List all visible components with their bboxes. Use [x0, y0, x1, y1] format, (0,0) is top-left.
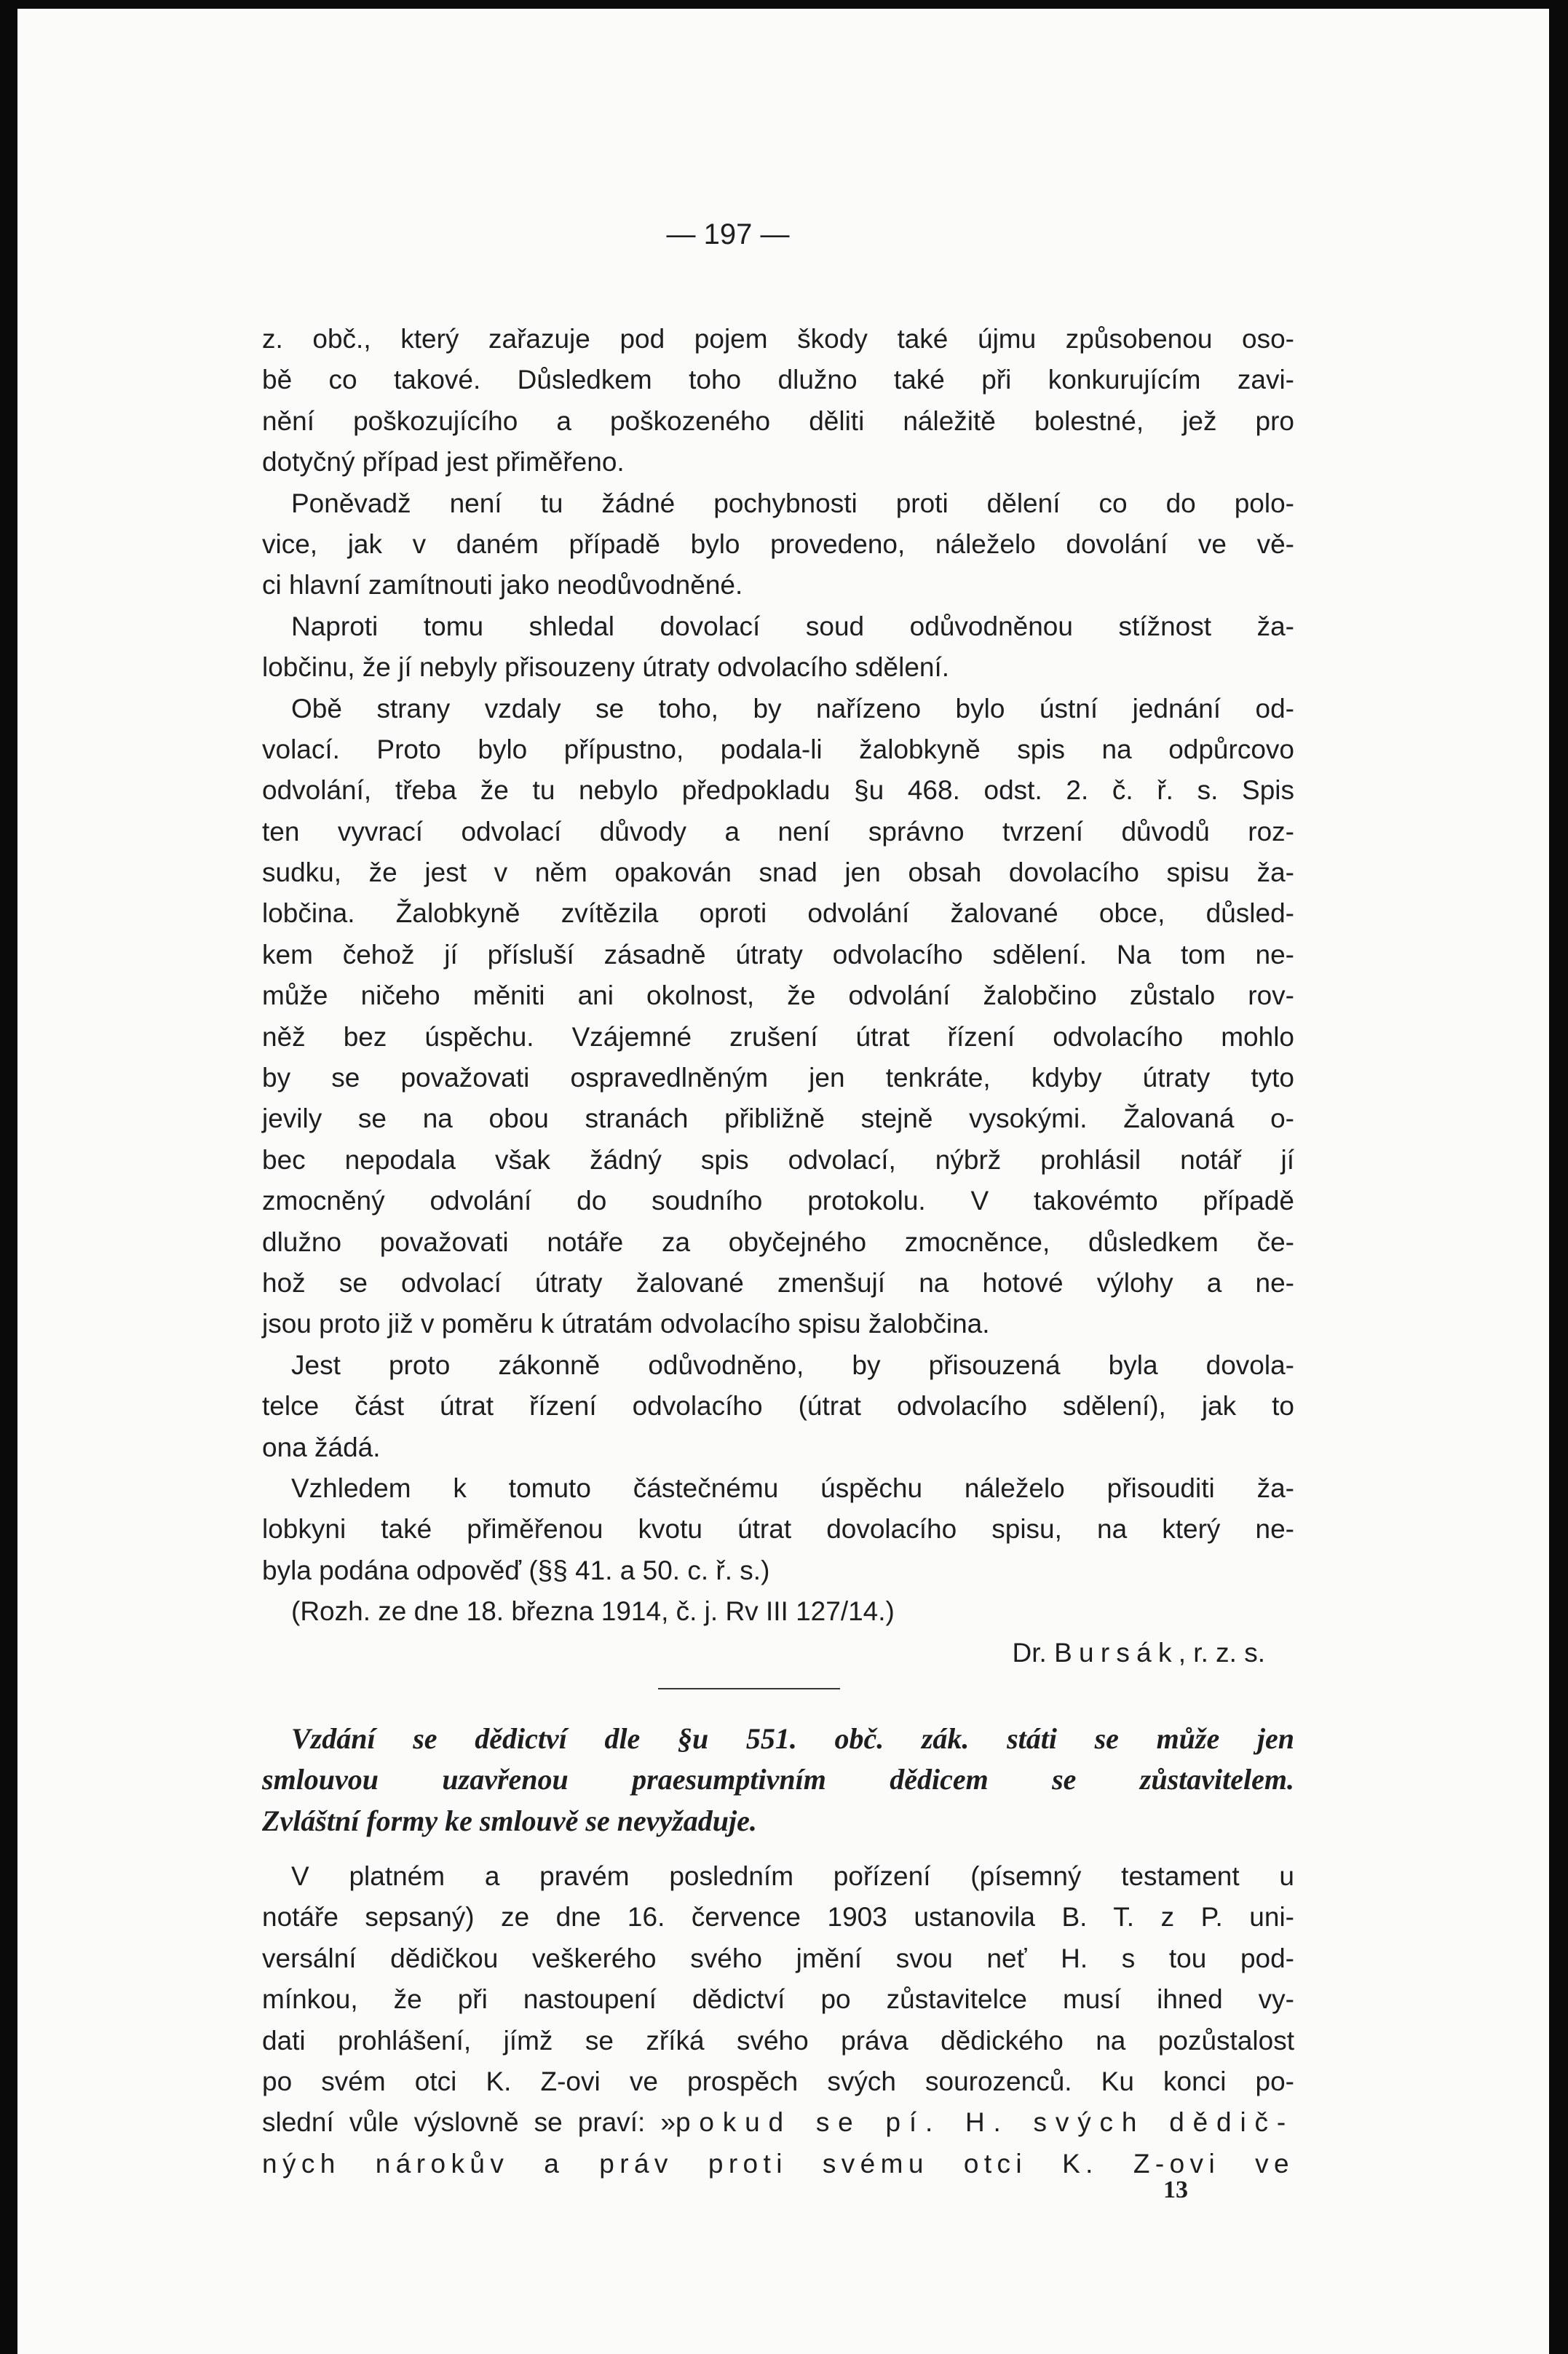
case-headnote: [262, 1719, 1294, 1842]
section-separator: [658, 1688, 840, 1689]
paragraph: [262, 483, 1294, 606]
text-line: V platném a pravém posledním pořízení (písemný testament u: [291, 1861, 1294, 1892]
case-text: [262, 1856, 1294, 2102]
decision-text: [262, 319, 1294, 1633]
text-line: dlužno považovati notáře za obyčejného zmocněnce, důsledkem če-: [262, 1226, 1294, 1257]
spaced-text-segment: ných nárokův a práv proti svému otci K. Z-ovi ve: [262, 2148, 1294, 2179]
text-line: dotyčný případ jest přiměřeno.: [262, 447, 625, 477]
spaced-text-segment: pokud se pí. H. svých dědič-: [675, 2107, 1295, 2138]
signature-name: Bursák: [1054, 1637, 1179, 1668]
text-column: [262, 319, 1294, 2184]
paragraph: [262, 1468, 1294, 1591]
text-line: Jest proto zákonně odůvodněno, by přisouzená byla dovola-: [291, 1350, 1294, 1380]
text-line: dati prohlášení, jímž se zříká svého práva dědického na pozůstalost: [262, 2025, 1294, 2056]
paragraph: [262, 1591, 1294, 1632]
text-line: odvolání, třeba že tu nebylo předpokladu §u 468. odst. 2. č. ř. s. Spis: [262, 775, 1294, 806]
text-line: jevily se na obou stranách přibližně stejně vysokými. Žalovaná o-: [262, 1103, 1294, 1134]
text-line: Vzdání se dědictví dle §u 551. obč. zák. státi se může jen: [291, 1721, 1294, 1755]
text-line: Poněvadž není tu žádné pochybnosti proti dělení co do polo-: [291, 488, 1294, 518]
paragraph: [262, 606, 1294, 689]
text-line: volací. Proto bylo přípustno, podala-li žalobkyně spis na odpůrcovo: [262, 734, 1294, 764]
text-line: lobkyni také přiměřenou kvotu útrat dovolacího spisu, na který ne-: [262, 1514, 1294, 1545]
text-line: ona žádá.: [262, 1432, 381, 1462]
text-line: telce část útrat řízení odvolacího (útrat odvolacího sdělení), jak to: [262, 1391, 1294, 1422]
text-segment: slední vůle výslovně se praví: »: [262, 2107, 676, 2138]
text-line: ci hlavní zamítnouti jako neodůvodněné.: [262, 570, 743, 601]
text-line: vice, jak v daném případě bylo provedeno, náleželo dovolání ve vě-: [262, 528, 1294, 559]
text-line: nění poškozujícího a poškozeného děliti náležitě bolestné, jež pro: [262, 405, 1294, 436]
text-line: hož se odvolací útraty žalované zmenšují na hotové výlohy a ne-: [262, 1267, 1294, 1298]
signature: [262, 1633, 1294, 1673]
paragraph: [262, 319, 1294, 483]
signature-suffix: , r. z. s.: [1178, 1637, 1265, 1668]
text-line: Zvláštní formy ke smlouvě se nevyžaduje.: [262, 1804, 757, 1837]
text-line: versální dědičkou veškerého svého jmění svou neť H. s tou pod-: [262, 1943, 1294, 1973]
text-line: by se považovati ospravedlněným jen tenkráte, kdyby útraty tyto: [262, 1063, 1294, 1093]
scan-edge-top: [0, 0, 1568, 9]
signature-mark: 13: [1163, 2176, 1188, 2203]
text-line: (Rozh. ze dne 18. března 1914, č. j. Rv III 127/14.): [291, 1596, 895, 1627]
text-line: notáře sepsaný) ze dne 16. července 1903 ustanovila B. T. z P. uni-: [262, 1902, 1294, 1933]
signature-prefix: Dr.: [1012, 1637, 1047, 1668]
text-line: po svém otci K. Z-ovi ve prospěch svých sourozenců. Ku konci po-: [262, 2066, 1294, 2097]
text-line: [262, 2102, 1294, 2143]
text-line: [262, 2144, 1294, 2184]
paragraph: [262, 689, 1294, 1345]
text-line: zmocněný odvolání do soudního protokolu. V takovémto případě: [262, 1186, 1294, 1216]
text-line: ten vyvrací odvolací důvody a není správno tvrzení důvodů roz-: [262, 816, 1294, 847]
text-line: smlouvou uzavřenou praesumptivním dědicem se zůstavitelem.: [262, 1763, 1294, 1796]
text-line: bec nepodala však žádný spis odvolací, nýbrž prohlásil notář jí: [262, 1144, 1294, 1175]
scan-edge-left: [0, 0, 17, 2354]
text-line: Obě strany vzdaly se toho, by nařízeno bylo ústní jednání od-: [291, 693, 1294, 724]
paragraph: [262, 1345, 1294, 1468]
text-line: byla podána odpověď (§§ 41. a 50. c. ř. s.): [262, 1555, 770, 1585]
text-line: mínkou, že při nastoupení dědictví po zůstavitelce musí ihned vy-: [262, 1984, 1294, 2015]
text-line: může ničeho měniti ani okolnost, že odvolání žalobčino zůstalo rov-: [262, 980, 1294, 1011]
text-line: jsou proto již v poměru k útratám odvolacího spisu žalobčina.: [262, 1309, 990, 1339]
text-line: Naproti tomu shledal dovolací soud odůvodněnou stížnost ža-: [291, 611, 1294, 641]
text-line: kem čehož jí přísluší zásadně útraty odvolacího sdělení. Na tom ne-: [262, 939, 1294, 970]
text-line: něž bez úspěchu. Vzájemné zrušení útrat řízení odvolacího mohlo: [262, 1021, 1294, 1052]
text-line: z. obč., který zařazuje pod pojem škody také újmu způsobenou oso-: [262, 324, 1294, 354]
text-line: Vzhledem k tomuto částečnému úspěchu náleželo přisouditi ža-: [291, 1473, 1294, 1503]
scan-edge-right: [1549, 0, 1568, 2354]
text-line: sudku, že jest v něm opakován snad jen obsah dovolacího spisu ža-: [262, 857, 1294, 888]
text-line: lobčinu, že jí nebyly přisouzeny útraty odvolacího sdělení.: [262, 652, 950, 683]
page-number: — 197 —: [666, 218, 790, 250]
text-line: bě co takové. Důsledkem toho dlužno také při konkurujícím zavi-: [262, 365, 1294, 395]
text-line: lobčina. Žalobkyně zvítězila oproti odvolání žalované obce, důsled-: [262, 898, 1294, 929]
